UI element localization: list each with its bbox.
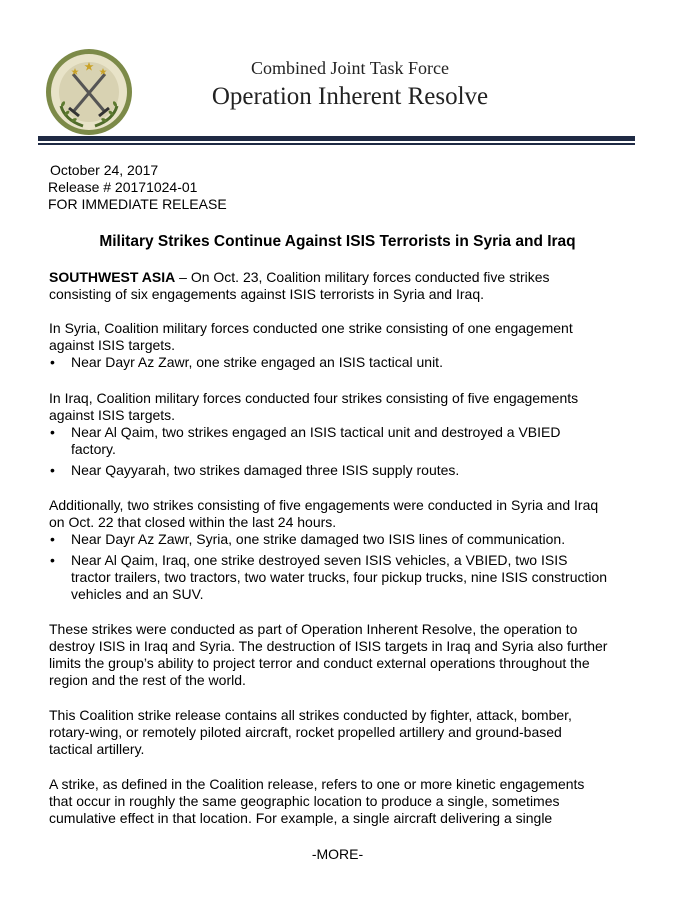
list-item: • Near Dayr Az Zawr, Syria, one strike damaged two ISIS lines of communication. bbox=[49, 531, 609, 548]
org-name-line1: Combined Joint Task Force bbox=[251, 58, 449, 78]
list-item: • Near Dayr Az Zawr, one strike engaged an ISIS tactical unit. bbox=[49, 354, 609, 371]
headline: Military Strikes Continue Against ISIS Terrorists in Syria and Iraq bbox=[99, 233, 576, 250]
release-distribution: FOR IMMEDIATE RELEASE bbox=[48, 196, 227, 212]
body-paragraph: This Coalition strike release contains all strikes conducted by fighter, attack, bomber, rotary-wing, or remotely piloted aircraft, rocket propelled artillery and ground-based tactical artillery. bbox=[49, 707, 572, 757]
intro-paragraph bbox=[49, 269, 609, 303]
body-paragraph: A strike, as defined in the Coalition release, refers to one or more kinetic engagements that occur in roughly the same geographic location to produce a single, sometimes cumulative effect in that location. For example, a single aircraft delivering a single bbox=[49, 776, 585, 826]
iraq-bullet-list bbox=[49, 424, 609, 483]
release-number: Release # 20171024-01 bbox=[48, 179, 198, 195]
additional-bullet-list bbox=[49, 531, 609, 607]
intro-text: – On Oct. 23, Coalition military forces conducted five strikes consisting of six engagements against ISIS terrorists in Syria and Iraq. bbox=[49, 269, 550, 302]
body-paragraph: These strikes were conducted as part of Operation Inherent Resolve, the operation to destroy ISIS in Iraq and Syria. The destruction of ISIS targets in Iraq and Syria also further limits the group’s ability to project terror and conduct external operations throughout the region and the rest of the world. bbox=[49, 621, 608, 688]
list-item: • Near Al Qaim, two strikes engaged an ISIS tactical unit and destroyed a VBIED factory. bbox=[49, 424, 609, 458]
dateline-location: SOUTHWEST ASIA bbox=[49, 269, 176, 285]
iraq-paragraph: In Iraq, Coalition military forces conducted four strikes consisting of five engagements against ISIS targets. bbox=[49, 390, 579, 423]
org-name-line2: Operation Inherent Resolve bbox=[211, 83, 489, 110]
header-rule-thin bbox=[38, 143, 635, 145]
syria-paragraph: In Syria, Coalition military forces conducted one strike consisting of one engagement against ISIS targets. bbox=[49, 320, 573, 353]
syria-bullet-list bbox=[49, 354, 609, 375]
release-date: October 24, 2017 bbox=[50, 162, 159, 178]
header-rule-thick bbox=[38, 136, 635, 141]
more-indicator: -MORE- bbox=[311, 846, 364, 862]
cjtf-oir-seal-logo bbox=[45, 48, 133, 136]
list-item: • Near Qayyarah, two strikes damaged three ISIS supply routes. bbox=[49, 462, 609, 479]
list-item: • Near Al Qaim, Iraq, one strike destroyed seven ISIS vehicles, a VBIED, two ISIS tractor trailers, two tractors, two water trucks, four pickup trucks, nine ISIS construction vehicles and an SUV. bbox=[49, 552, 609, 603]
additional-paragraph: Additionally, two strikes consisting of five engagements were conducted in Syria and Iraq on Oct. 22 that closed within the last 24 hours. bbox=[49, 497, 599, 530]
